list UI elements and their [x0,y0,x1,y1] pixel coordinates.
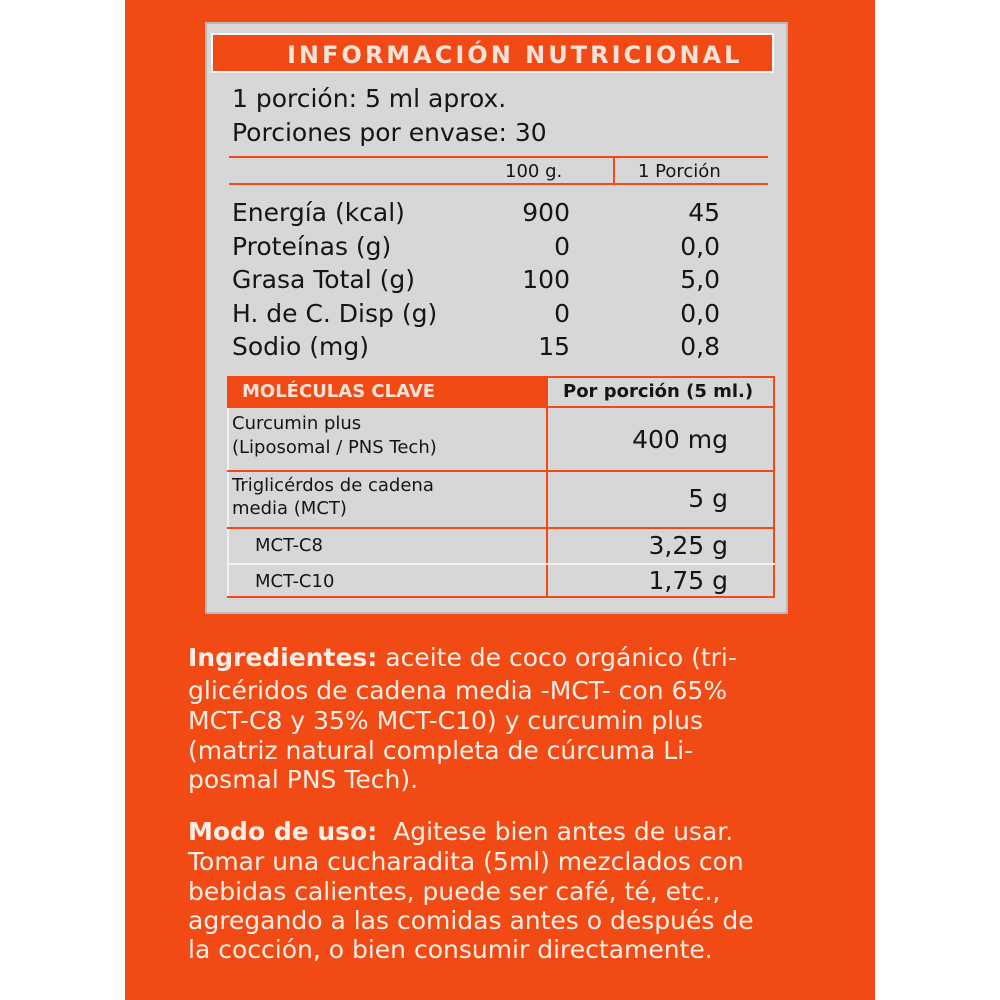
nutrient-per100: 100 [522,265,570,294]
nutrient-portion: 0,8 [680,332,720,361]
molecule-value: 5 g [688,484,728,513]
ingredients-line: MCT-C8 y 35% MCT-C10) y curcumin plus [188,706,704,735]
table-title: INFORMACIÓN NUTRICIONAL [287,41,743,69]
molecules-column-header: Por porción (5 ml.) [563,381,754,402]
nutrient-name: Proteínas (g) [232,232,392,261]
molecule-name: Triglicérdos de cadena [232,475,434,496]
ingredients-line: (matriz natural completa de cúrcuma Li- [188,736,694,765]
column-header-100g: 100 g. [505,161,563,182]
molecules-row-line [227,563,775,565]
usage-line: la cocción, o bien consumir directamente. [188,935,713,964]
molecule-name: MCT-C10 [255,571,335,592]
nutrient-portion: 0,0 [680,299,720,328]
ingredients-label: Ingredientes: [188,643,378,672]
nutrient-per100: 0 [554,232,570,261]
usage-line: bebidas calientes, puede ser café, té, etc., [188,877,721,906]
nutrient-per100: 0 [554,299,570,328]
nutrient-name: Energía (kcal) [232,198,405,227]
molecule-name-detail: (Liposomal / PNS Tech) [232,437,437,458]
servings-per-container: Porciones por envase: 30 [232,118,547,147]
molecule-name: MCT-C8 [255,535,323,556]
nutrient-portion: 5,0 [680,265,720,294]
usage-line: Tomar una cucharadita (5ml) mezclados con [188,847,744,876]
nutrient-per100: 15 [538,332,570,361]
usage-line [188,817,788,847]
nutrient-portion: 45 [688,198,720,227]
molecules-row-line [227,470,775,472]
nutrient-name: Sodio (mg) [232,332,369,361]
serving-size: 1 porción: 5 ml aprox. [232,84,507,113]
ingredients-line: posmal PNS Tech). [188,765,419,794]
molecules-row-line [227,406,775,408]
divider-top [229,156,768,158]
usage-label: Modo de uso: [188,817,378,846]
column-header-portion: 1 Porción [638,161,721,182]
nutrient-portion: 0,0 [680,232,720,261]
nutrient-name: H. de C. Disp (g) [232,299,438,328]
molecule-value: 1,75 g [648,566,728,595]
column-divider [613,158,615,183]
ingredients-line [188,643,788,673]
nutrient-name: Grasa Total (g) [232,265,415,294]
divider-columns [229,183,768,185]
usage-line: agregando a las comidas antes o después de [188,906,754,935]
molecule-value: 400 mg [632,425,728,454]
ingredients-line: glicéridos de cadena media -MCT- con 65% [188,676,728,705]
molecules-bottom-line [227,596,775,598]
usage-text: Agitese bien antes de usar. [377,817,734,846]
molecule-value: 3,25 g [648,531,728,560]
molecule-name-detail: media (MCT) [232,498,347,519]
molecules-header: MOLÉCULAS CLAVE [242,381,436,402]
molecules-row-line [227,527,775,529]
ingredients-text: aceite de coco orgánico (tri- [377,643,737,672]
molecules-left-border [227,407,229,598]
molecule-name: Curcumin plus [232,413,362,434]
nutrient-per100: 900 [522,198,570,227]
